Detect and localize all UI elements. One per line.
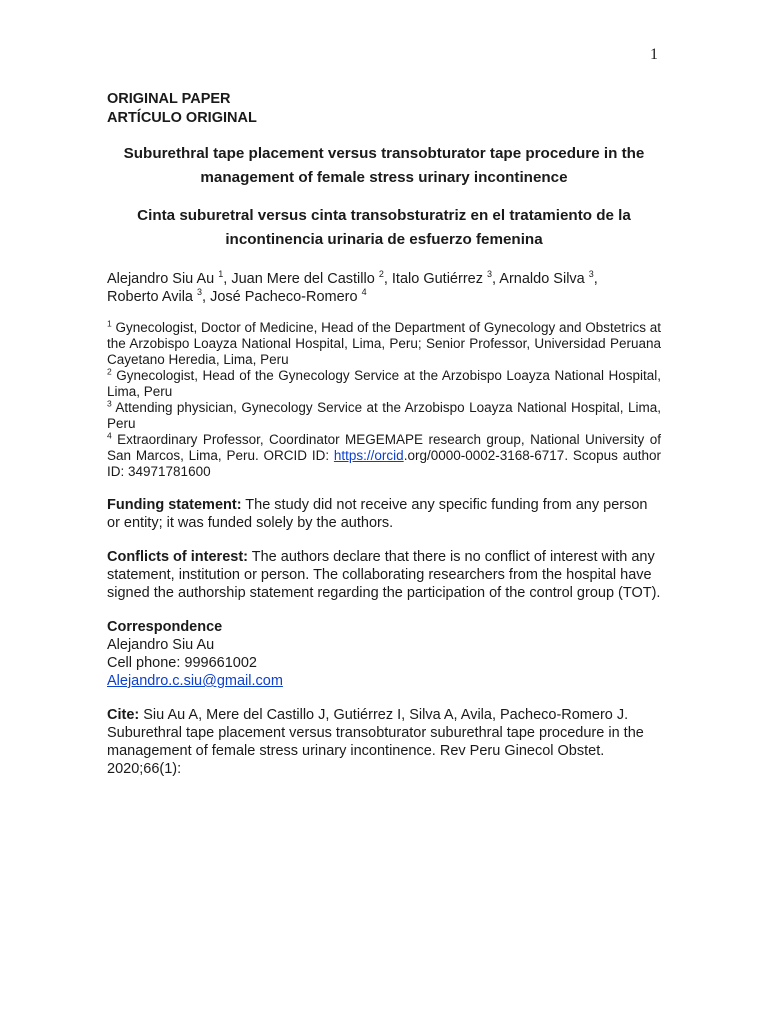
correspondence-label: Correspondence (107, 619, 223, 635)
title-en-line2: management of female stress urinary incontinence (200, 169, 568, 186)
author-name: Alejandro Siu Au (107, 271, 215, 287)
affiliation-marker: 3 (197, 287, 203, 298)
conflicts-text: The authors declare that there is no conflict of interest with any statement, institution or person. The collaborating researchers from the hospital have signed the authorship statement regarding the participation of the control group (TOT). (107, 549, 661, 601)
affiliation-item: $^1$ Gynecologist, Doctor of Medicine, Head of the Department of Gynecology and Obstetrics at the Arzobispo Loayza National Hospital, Lima, Peru; Senior Professor, Universidad Peruana Cayetano Heredia, Lima, Peru (107, 318, 662, 367)
paper-type-en: ORIGINAL PAPER (107, 91, 231, 107)
paper-front-matter (107, 90, 661, 778)
title-es (107, 204, 661, 252)
affiliation-item: $^2$ Gynecologist, Head of the Gynecology Service at the Arzobispo Loayza National Hospital, Lima, Peru (107, 366, 661, 399)
cite-label: Cite: (107, 707, 140, 723)
citation-block (107, 706, 661, 778)
correspondence-block (107, 618, 661, 690)
affiliation-item: $^4$ Extraordinary Professor, Coordinator MEGEMAPE research group, National University of San Marcos, Lima, Peru. ORCID ID: https://orcid.org/0000-0002-3168-6717. Scopus author ID: 34971781600 (107, 430, 661, 479)
title-en (107, 142, 661, 190)
affiliation-marker: 2 (378, 269, 384, 280)
correspondence-name: Alejandro Siu Au (107, 637, 215, 653)
author-list: Alejandro Siu Au $^1$, Juan Mere del Castillo $^2$, Italo Gutiérrez $^3$, Arnaldo Silva $^3$, Roberto Avila $^3$, José Pacheco-Romero $^4$ (107, 269, 598, 305)
affiliation-marker: 4 (361, 287, 367, 298)
funding-statement (107, 496, 661, 532)
paper-type-es: ARTÍCULO ORIGINAL (107, 110, 257, 126)
title-es-line1: Cinta suburetral versus cinta transobsturatriz en el tratamiento de la (137, 207, 631, 224)
orcid-link[interactable]: https://orcid (333, 448, 404, 463)
cite-text: Siu Au A, Mere del Castillo J, Gutiérrez I, Silva A, Avila, Pacheco-Romero J. Suburethral tape placement versus transobturator suburethral tape procedure in the management of female stress urinary incontinence. Rev Peru Ginecol Obstet. 2020;66(1): (107, 707, 644, 777)
correspondence-phone: Cell phone: 999661002 (107, 655, 257, 671)
author-name: Arnaldo Silva (499, 271, 585, 287)
title-en-line1: Suburethral tape placement versus transobturator tape procedure in the (123, 145, 645, 162)
conflicts-of-interest (107, 548, 661, 602)
affiliation-marker: 3 (588, 269, 594, 280)
author-name: Roberto Avila (107, 289, 193, 305)
author-name: Italo Gutiérrez (391, 271, 483, 287)
page-number: 1 (650, 46, 658, 63)
affiliation-marker: 1 (218, 269, 224, 280)
affiliation-list (107, 320, 661, 480)
funding-label: Funding statement: (107, 497, 242, 513)
correspondence-email-link[interactable]: Alejandro.c.siu@gmail.com (107, 673, 283, 689)
author-name: José Pacheco-Romero (210, 289, 358, 305)
conflicts-label: Conflicts of interest: (107, 549, 248, 565)
funding-text: The study did not receive any specific funding from any person or entity; it was funded solely by the authors. (107, 497, 648, 531)
title-es-line2: incontinencia urinaria de esfuerzo femenina (225, 231, 543, 248)
author-name: Juan Mere del Castillo (231, 271, 375, 287)
affiliation-marker: 3 (487, 269, 493, 280)
affiliation-item: $^3$ Attending physician, Gynecology Service at the Arzobispo Loayza National Hospital, Lima, Peru (107, 398, 661, 431)
